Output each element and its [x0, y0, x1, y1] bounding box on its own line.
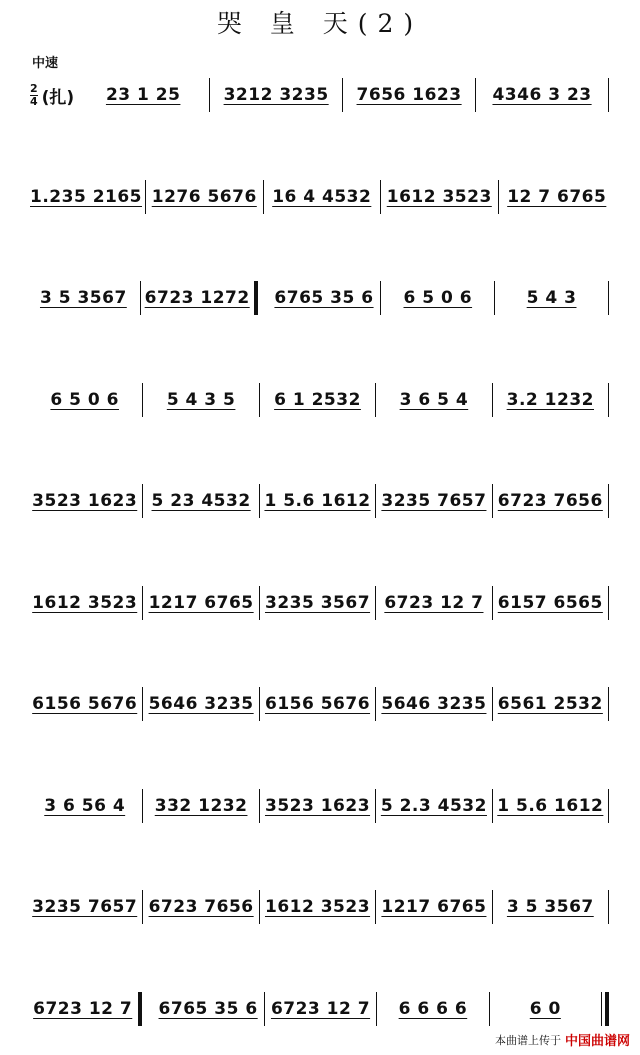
measure: 5646 3235: [381, 694, 487, 714]
measure: 3 6 56 4: [44, 795, 126, 816]
score-system: [30, 586, 612, 646]
measure: 5 4 3: [526, 288, 577, 308]
tempo-marking: 中速: [32, 56, 59, 71]
barline: [608, 281, 609, 315]
measure: 3235 3567: [264, 592, 371, 613]
barline: [608, 687, 609, 721]
barline: [259, 484, 260, 518]
measure: 1 5.6 1612: [264, 491, 371, 511]
measure: 4346 3 23: [492, 85, 592, 105]
measure: 5 4 3 5: [166, 389, 236, 410]
measure: 3235 7657: [381, 491, 487, 511]
barline: [375, 586, 376, 620]
measure: 6723 12 7: [270, 998, 371, 1019]
measure: 3 5 3567: [506, 897, 594, 917]
intro-mark: (扎): [41, 87, 75, 108]
measure: 23 1 25: [105, 85, 181, 105]
barline: [608, 484, 609, 518]
score-system: [30, 78, 612, 138]
measure: 6156 5676: [264, 694, 371, 714]
barline: [145, 180, 146, 214]
barline: [375, 484, 376, 518]
barline: [140, 281, 141, 315]
measure: 6723 1272: [144, 288, 250, 308]
measure: 6765 35 6: [274, 288, 374, 308]
barline: [209, 78, 210, 112]
barline: [142, 890, 143, 924]
measure-row: [30, 383, 612, 417]
measure: 1217 6765: [381, 897, 487, 917]
barline: [492, 383, 493, 417]
barline: [142, 789, 143, 823]
measure: 6 5 0 6: [403, 288, 473, 308]
barline: [142, 687, 143, 721]
measure: 3212 3235: [223, 85, 329, 105]
measure-row: [30, 78, 612, 112]
barline: [475, 78, 476, 112]
measure-row: [30, 484, 612, 518]
measure: 12 7 6765: [507, 186, 607, 207]
measure: 1276 5676: [151, 186, 257, 207]
barline: [494, 281, 495, 315]
barline: [342, 78, 343, 112]
measure: 1217 6765: [148, 592, 254, 613]
barline: [608, 586, 609, 620]
measure: 1612 3523: [386, 186, 492, 207]
barline: [608, 890, 609, 924]
score-system: [30, 687, 612, 747]
barline: [263, 180, 264, 214]
barline: [489, 992, 490, 1026]
site-logo: 中国曲谱网: [564, 1034, 630, 1049]
measure: 6561 2532: [497, 694, 603, 714]
barline: [375, 687, 376, 721]
barline: [259, 890, 260, 924]
measure: 6157 6565: [497, 592, 603, 613]
score-system: [30, 180, 612, 240]
measure: 5646 3235: [148, 694, 254, 714]
measure: 16 4 4532: [272, 186, 372, 207]
barline: [608, 789, 609, 823]
barline: [608, 383, 609, 417]
score-system: [30, 484, 612, 544]
measure: 6723 7656: [497, 491, 603, 511]
barline: [375, 890, 376, 924]
score-system: [30, 890, 612, 950]
measure: 3523 1623: [32, 491, 138, 511]
barline: [492, 687, 493, 721]
barline: [142, 586, 143, 620]
measure: 3 6 5 4: [399, 389, 469, 410]
measure: 6 5 0 6: [50, 389, 119, 410]
score-system: [30, 281, 612, 341]
barline: [608, 78, 609, 112]
measure: 1612 3523: [264, 897, 371, 917]
intro-prefix: [30, 83, 74, 108]
measure-row: [30, 281, 612, 315]
measure: 6765 35 6: [158, 998, 258, 1019]
barline: [492, 484, 493, 518]
measure: 1 5.6 1612: [497, 795, 604, 816]
barline: [142, 484, 143, 518]
measure: 5 2.3 4532: [380, 795, 487, 816]
barline: [259, 383, 260, 417]
barline: [498, 180, 499, 214]
measure: 6 0: [529, 998, 561, 1019]
barline: [142, 383, 143, 417]
measure: 6723 12 7: [384, 592, 484, 613]
barline: [259, 687, 260, 721]
barline: [259, 789, 260, 823]
score-system: [30, 789, 612, 849]
footer: [495, 1030, 630, 1049]
measure: 332 1232: [154, 795, 248, 816]
measure-row: [30, 687, 612, 721]
barline: [375, 789, 376, 823]
score-title: 哭 皇 天(2): [216, 9, 424, 38]
barline: [492, 789, 493, 823]
measure: 3523 1623: [264, 795, 371, 816]
measure: 1.235 2165: [30, 186, 143, 207]
measure-row: [30, 789, 612, 823]
measure: 6 6 6 6: [398, 998, 468, 1019]
repeat-barline: [138, 992, 152, 1026]
barline: [380, 281, 381, 315]
measure-row: [30, 992, 612, 1026]
barline: [375, 383, 376, 417]
score-system: [30, 383, 612, 443]
measure-row: [30, 586, 612, 620]
measure-row: [30, 180, 612, 214]
barline: [492, 586, 493, 620]
measure: 3.2 1232: [506, 389, 594, 410]
measure: 3235 7657: [32, 897, 138, 917]
time-signature-bottom: 4: [30, 95, 38, 108]
footer-text: 本曲谱上传于: [494, 1033, 561, 1047]
time-signature: [30, 83, 38, 107]
time-signature-top: 2: [30, 82, 38, 95]
measure-row: [30, 890, 612, 924]
measure: 6 1 2532: [274, 389, 361, 410]
barline: [492, 890, 493, 924]
measure: 6723 12 7: [33, 998, 133, 1019]
measure: 7656 1623: [356, 85, 462, 105]
barline: [376, 992, 377, 1026]
measure: 1612 3523: [32, 592, 138, 613]
measure: 3 5 3567: [39, 288, 127, 308]
measure: 6156 5676: [32, 694, 138, 714]
barline: [259, 586, 260, 620]
final-barline: [601, 992, 609, 1026]
measure: 5 23 4532: [151, 491, 251, 511]
barline: [264, 992, 265, 1026]
repeat-barline: [254, 281, 268, 315]
barline: [380, 180, 381, 214]
measure: 6723 7656: [148, 897, 254, 917]
